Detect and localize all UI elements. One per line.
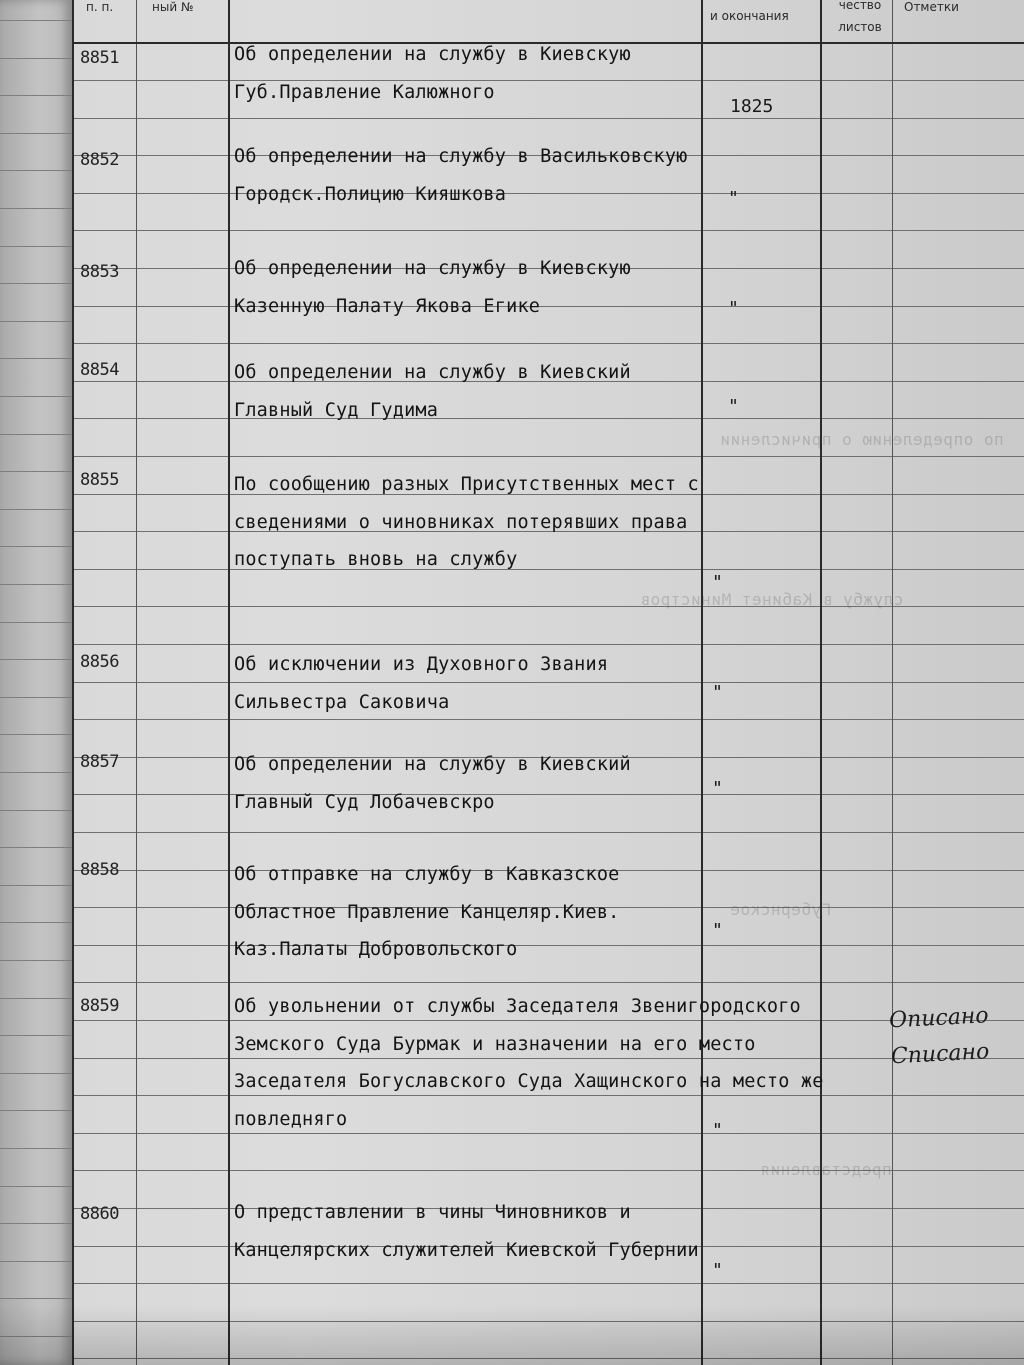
ruled-line (0, 133, 72, 134)
show-through-text: по определению о причислении (720, 430, 1004, 449)
ruled-line (0, 1223, 72, 1224)
record-date: " (712, 682, 723, 703)
record-date: 1825 (730, 96, 774, 117)
record-date: " (712, 1260, 723, 1281)
record-number: 8857 (80, 752, 119, 772)
record-title: Об отправке на службу в Кавказское Областное Правление Канцеляр.Киев. Каз.Палаты Добровольского (234, 864, 620, 960)
column-line (892, 0, 893, 1365)
ruled-line (0, 697, 72, 698)
ruled-line (0, 622, 72, 623)
header-dates: и окончания (710, 9, 789, 23)
record-title: Об увольнении от службы Заседателя Звенигородского Земского Суда Бурмак и назначении на его место Заседателя Богуславского Суда Хащинского на место же повледняго (234, 996, 824, 1130)
ruled-line (0, 208, 72, 209)
ruled-line (0, 1298, 72, 1299)
header-number: п. п. (86, 0, 114, 14)
ruled-line (72, 982, 1024, 983)
ruled-line (0, 885, 72, 886)
ruled-line (72, 1283, 1024, 1284)
ruled-line (0, 321, 72, 322)
record-title: Об определении на службу в Киевский Главный Суд Лобачевскро (234, 754, 631, 813)
ruled-line (0, 95, 72, 96)
ruled-line (72, 832, 1024, 833)
column-line (72, 0, 74, 1365)
ruled-line (0, 546, 72, 547)
column-line (228, 0, 230, 1365)
record-date: " (728, 298, 739, 319)
record-date: " (712, 572, 723, 593)
record-title: Об определении на службу в Киевскую Губ.Правление Калюжного (234, 44, 631, 103)
record-number: 8860 (80, 1204, 119, 1224)
record-date: " (728, 396, 739, 417)
show-through-text: Губернское (730, 900, 832, 919)
column-line (136, 0, 137, 1365)
show-through-text: службу в Кабинет Министров (640, 590, 904, 609)
record-number: 8851 (80, 48, 119, 68)
ruled-line (72, 118, 1024, 119)
ruled-line (0, 246, 72, 247)
record-title: По сообщению разных Присутственных мест с сведениями о чиновниках потерявших права поступать вновь на службу (234, 474, 699, 570)
ruled-line (0, 734, 72, 735)
ruled-line (0, 922, 72, 923)
show-through-text: представления (760, 1160, 892, 1179)
record-date: " (728, 188, 739, 209)
record-number: 8852 (80, 150, 119, 170)
record-title: Об определении на службу в Киевский Главный Суд Гудима (234, 362, 631, 421)
handwritten-note: Описано Списано (888, 1003, 990, 1070)
ruled-line (0, 659, 72, 660)
ruled-line (72, 230, 1024, 231)
header-archive-number: ный № (152, 0, 194, 14)
record-title: Об исключении из Духовного Звания Сильвестра Саковича (234, 654, 609, 713)
record-number: 8859 (80, 996, 119, 1016)
ruled-line (0, 358, 72, 359)
record-number: 8854 (80, 360, 119, 380)
ruled-line (0, 584, 72, 585)
ruled-line (0, 1035, 72, 1036)
record-date: " (712, 1120, 723, 1141)
record-date: " (712, 920, 723, 941)
ruled-line (0, 170, 72, 171)
record-number: 8856 (80, 652, 119, 672)
ruled-line (72, 456, 1024, 457)
ruled-line (0, 810, 72, 811)
previous-page-edge (0, 0, 72, 1365)
record-date: " (712, 778, 723, 799)
record-number: 8858 (80, 860, 119, 880)
record-number: 8855 (80, 470, 119, 490)
ruled-line (0, 20, 72, 21)
record-title: О представлении в чины Чиновников и Канцелярских служителей Киевской Губернии (234, 1202, 699, 1261)
ruled-line (0, 772, 72, 773)
ruled-line (0, 471, 72, 472)
ruled-line (0, 396, 72, 397)
header-sheets: чество листов (838, 0, 882, 34)
ruled-line (0, 847, 72, 848)
ruled-line (0, 1110, 72, 1111)
ruled-line (0, 1186, 72, 1187)
ruled-line (0, 434, 72, 435)
ruled-line (0, 509, 72, 510)
ruled-line (0, 960, 72, 961)
ruled-line (0, 283, 72, 284)
header-notes: Отметки (904, 0, 959, 14)
record-title: Об определении на службу в Киевскую Казенную Палату Якова Егике (234, 258, 631, 317)
ruled-line (72, 343, 1024, 344)
record-title: Об определении на службу в Васильковскую Городск.Полицию Кияшкова (234, 146, 688, 205)
record-number: 8853 (80, 262, 119, 282)
ruled-line (0, 998, 72, 999)
ruled-line (72, 644, 1024, 645)
ruled-line (0, 1261, 72, 1262)
ruled-line (0, 1148, 72, 1149)
ruled-line (0, 1073, 72, 1074)
page-shadow (0, 1305, 1024, 1365)
ruled-line (0, 58, 72, 59)
